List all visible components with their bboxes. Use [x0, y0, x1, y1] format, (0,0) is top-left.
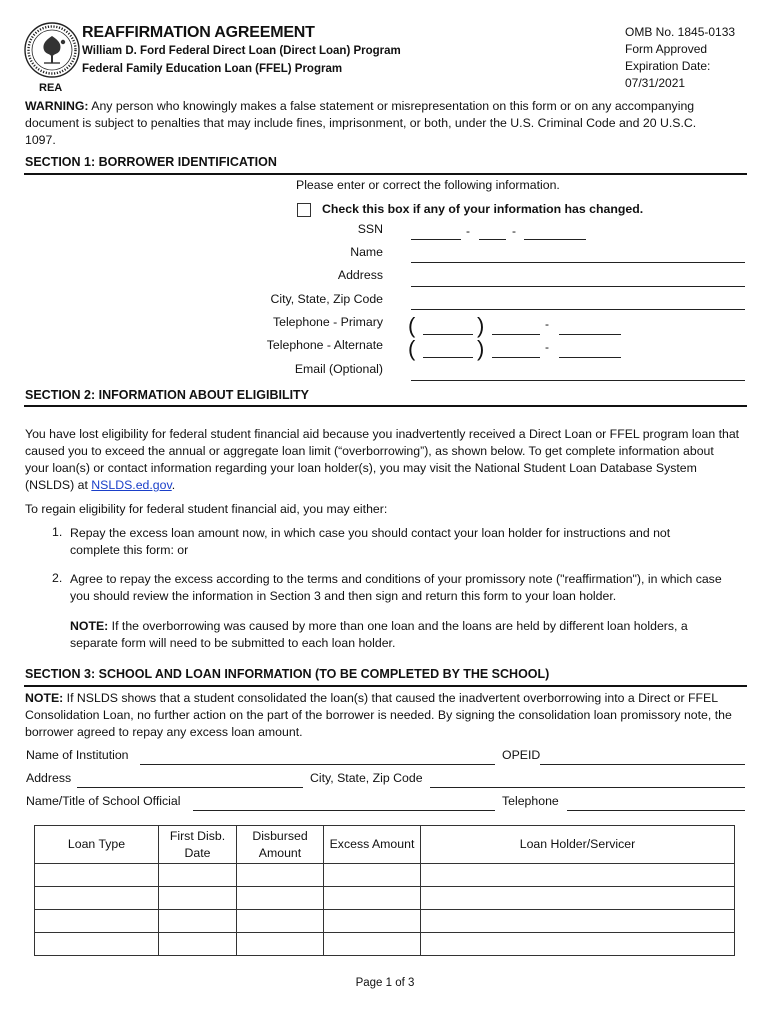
eligibility-end: .	[171, 478, 176, 492]
school-official-field[interactable]	[193, 810, 495, 811]
table-cell[interactable]	[159, 910, 237, 933]
section3-title: SECTION 3: SCHOOL AND LOAN INFORMATION (TO BE COMPLETED BY THE SCHOOL)	[25, 667, 550, 681]
phone-alternate-label: Telephone - Alternate	[266, 338, 383, 352]
expiration-date: 07/31/2021	[625, 76, 686, 90]
table-cell[interactable]	[35, 910, 159, 933]
opeid-field[interactable]	[540, 764, 745, 765]
phone-primary-dash: -	[545, 317, 549, 331]
city-state-zip-field[interactable]	[411, 309, 745, 310]
phone-primary-paren-open: (	[408, 313, 416, 338]
institution-field[interactable]	[140, 764, 495, 765]
expiration-label: Expiration Date:	[625, 59, 711, 73]
name-label: Name	[350, 245, 383, 259]
table-cell[interactable]	[35, 887, 159, 910]
warning-body: Any person who knowingly makes a false statement or misrepresentation on this form or on any accompanying document is subject to penalties that may include fines, imprisonment, or both, under the U.S. Criminal Code and 20 U.S.C. 1097.	[25, 99, 697, 147]
option2-text: Agree to repay the excess according to the terms and conditions of your promissory note ("reaffirmation"), in which case you should review the information in Section 3 and then sign and return this form to your loan holder.	[70, 572, 722, 603]
col-first-disb-date: First Disb. Date	[159, 826, 237, 864]
section2-rule	[24, 405, 747, 407]
table-cell[interactable]	[421, 933, 735, 956]
form-approved: Form Approved	[625, 42, 708, 56]
ssn-part3-field[interactable]	[524, 239, 586, 240]
info-changed-label: Check this box if any of your information has changed.	[322, 202, 644, 216]
phone-primary-area-field[interactable]	[423, 334, 473, 335]
table-cell[interactable]	[237, 864, 324, 887]
institution-label: Name of Institution	[26, 748, 129, 762]
section2-note	[70, 618, 730, 652]
option2-number: 2.	[52, 571, 63, 585]
nslds-link[interactable]: NSLDS.ed.gov	[91, 478, 172, 492]
phone-alternate-paren-open: (	[408, 336, 416, 361]
section2-note-body: If the overborrowing was caused by more than one loan and the loans are held by different loan holders, a separate form will need to be submitted to each loan holder.	[70, 619, 688, 650]
ssn-dash1: -	[466, 224, 470, 238]
table-cell[interactable]	[237, 887, 324, 910]
phone-alternate-line-field[interactable]	[559, 357, 621, 358]
phone-primary-prefix-field[interactable]	[492, 334, 540, 335]
table-cell[interactable]	[237, 910, 324, 933]
section3-note-label: NOTE:	[25, 691, 64, 705]
option1-number: 1.	[52, 525, 63, 539]
phone-alternate-prefix-field[interactable]	[492, 357, 540, 358]
ssn-part2-field[interactable]	[479, 239, 506, 240]
omb-number: OMB No. 1845-0133	[625, 25, 736, 39]
table-row	[35, 933, 735, 956]
section3-note	[25, 690, 747, 741]
phone-alternate-area-field[interactable]	[423, 357, 473, 358]
table-cell[interactable]	[421, 887, 735, 910]
school-telephone-label: Telephone	[502, 794, 559, 808]
city-state-zip-label: City, State, Zip Code	[270, 292, 383, 306]
table-cell[interactable]	[35, 933, 159, 956]
opeid-label: OPEID	[502, 748, 541, 762]
col-excess-amount: Excess Amount	[324, 826, 421, 864]
warning-text	[25, 98, 725, 149]
table-cell[interactable]	[324, 910, 421, 933]
section2-title: SECTION 2: INFORMATION ABOUT ELIGIBILITY	[25, 388, 310, 402]
school-telephone-field[interactable]	[567, 810, 745, 811]
col-disbursed-amount: Disbursed Amount	[237, 826, 324, 864]
email-field[interactable]	[411, 380, 745, 381]
form-title: REAFFIRMATION AGREEMENT	[82, 24, 315, 41]
school-address-label: Address	[26, 771, 72, 785]
table-cell[interactable]	[159, 887, 237, 910]
col-loan-type: Loan Type	[35, 826, 159, 864]
eligibility-paragraph	[25, 426, 740, 494]
warning-label: WARNING:	[25, 99, 89, 113]
col-loan-holder: Loan Holder/Servicer	[421, 826, 735, 864]
section1-instruction: Please enter or correct the following information.	[296, 178, 560, 192]
phone-alternate-dash: -	[545, 340, 549, 354]
table-cell[interactable]	[324, 887, 421, 910]
regain-eligibility-text: To regain eligibility for federal student financial aid, you may either:	[25, 502, 388, 516]
section1-rule	[24, 173, 747, 175]
page-number: Page 1 of 3	[355, 977, 415, 989]
loan-table	[34, 825, 735, 956]
table-cell[interactable]	[35, 864, 159, 887]
loan-table-header	[35, 826, 735, 864]
phone-primary-label: Telephone - Primary	[272, 315, 383, 329]
table-cell[interactable]	[324, 933, 421, 956]
section2-note-label: NOTE:	[70, 619, 109, 633]
table-cell[interactable]	[159, 864, 237, 887]
school-address-field[interactable]	[77, 787, 303, 788]
table-cell[interactable]	[421, 910, 735, 933]
school-official-label: Name/Title of School Official	[26, 794, 181, 808]
form-code: REA	[39, 82, 63, 94]
table-cell[interactable]	[237, 933, 324, 956]
table-row	[35, 864, 735, 887]
ssn-label: SSN	[357, 222, 383, 236]
table-row	[35, 910, 735, 933]
eligibility-text: You have lost eligibility for federal student financial aid because you inadvertently received a Direct Loan or FFEL program loan that caused you to exceed the annual or aggregate loan limit (“overborrowing”), as shown below. To get complete information about your loan(s) or contact information regarding your loan holder(s), you may visit the National Student Loan Database System (NSLDS) at	[25, 427, 740, 492]
school-city-field[interactable]	[430, 787, 745, 788]
info-changed-checkbox[interactable]	[297, 203, 311, 217]
ssn-dash2: -	[512, 224, 516, 238]
department-seal-icon	[24, 22, 80, 78]
table-row	[35, 887, 735, 910]
email-label: Email (Optional)	[294, 362, 383, 376]
phone-primary-paren-close: )	[477, 313, 485, 338]
table-cell[interactable]	[324, 864, 421, 887]
option1-text: Repay the excess loan amount now, in which case you should contact your loan holder for instructions and not complete this form: or	[70, 526, 671, 557]
section3-rule	[24, 685, 747, 687]
section3-note-body: If NSLDS shows that a student consolidated the loan(s) that caused the inadvertent overborrowing into a Direct or FFEL Consolidation Loan, no further action on the part of the borrower is needed. By signing the consolidation loan promissory note, the borrower agreed to repay any excess loan amount.	[25, 691, 732, 739]
address-label: Address	[337, 268, 383, 282]
program-ffel: Federal Family Education Loan (FFEL) Program	[82, 63, 343, 75]
address-field[interactable]	[411, 286, 745, 287]
table-cell[interactable]	[421, 864, 735, 887]
phone-alternate-paren-close: )	[477, 336, 485, 361]
section1-title: SECTION 1: BORROWER IDENTIFICATION	[25, 155, 277, 169]
school-city-label: City, State, Zip Code	[310, 771, 423, 785]
phone-primary-line-field[interactable]	[559, 334, 621, 335]
name-field[interactable]	[411, 262, 745, 263]
program-direct-loan: William D. Ford Federal Direct Loan (Direct Loan) Program	[82, 45, 401, 57]
ssn-part1-field[interactable]	[411, 239, 461, 240]
table-cell[interactable]	[159, 933, 237, 956]
